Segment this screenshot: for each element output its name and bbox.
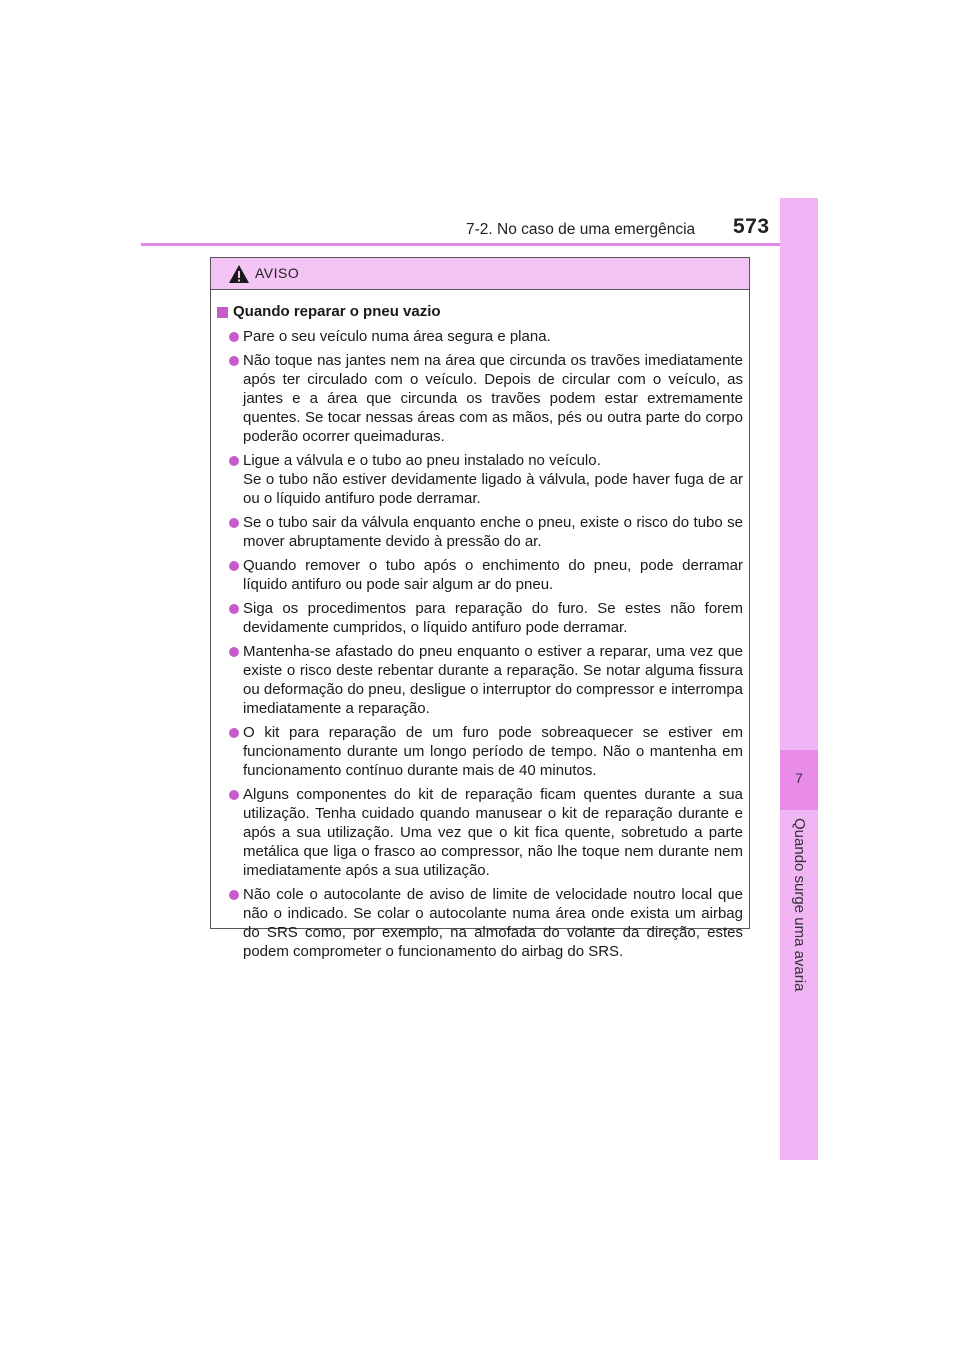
round-bullet-icon <box>229 561 239 571</box>
warning-header <box>211 258 749 290</box>
section-title: 7-2. No caso de uma emergência <box>466 221 696 238</box>
warning-content <box>211 290 749 961</box>
list-item: Alguns componentes do kit de reparação ficam quentes durante a sua utilização. Tenha cuidado quando manusear o kit de reparação durante e após a sua utilização. Uma vez que o kit fica quente, sobretudo a parte metálica que liga o frasco ao compressor, não lhe toque nem durante nem imediatamente após a sua utilização. <box>217 785 743 880</box>
list-item: Quando remover o tubo após o enchimento do pneu, pode derramar líquido antifuro ou pode sair algum ar do pneu. <box>217 556 743 594</box>
list-item: Ligue a válvula e o tubo ao pneu instalado no veículo. Se o tubo não estiver devidamente ligado à válvula, pode haver fuga de ar ou o líquido antifuro pode derramar. <box>217 451 743 508</box>
round-bullet-icon <box>229 790 239 800</box>
round-bullet-icon <box>229 456 239 466</box>
round-bullet-icon <box>229 518 239 528</box>
round-bullet-icon <box>229 647 239 657</box>
list-item: O kit para reparação de um furo pode sobreaquecer se estiver em funcionamento durante um longo período de tempo. Não o mantenha em funcionamento contínuo durante mais de 40 minutos. <box>217 723 743 780</box>
warning-box <box>210 257 750 960</box>
warning-triangle-icon <box>228 264 250 284</box>
square-bullet-icon <box>217 307 228 318</box>
list-item: Se o tubo sair da válvula enquanto enche o pneu, existe o risco do tubo se mover abruptamente devido à pressão do ar. <box>217 513 743 551</box>
header-rule <box>141 243 818 246</box>
list-item: Mantenha-se afastado do pneu enquanto o estiver a reparar, uma vez que existe o risco deste rebentar durante a reparação. Se notar alguma fissura ou deformação do pneu, desligue o interruptor do compressor e interrompa imediatamente a reparação. <box>217 642 743 718</box>
page-number: 573 <box>733 215 770 238</box>
round-bullet-icon <box>229 604 239 614</box>
round-bullet-icon <box>229 890 239 900</box>
warning-list <box>217 327 743 961</box>
warning-label: AVISO <box>255 265 300 281</box>
chapter-side-tab[interactable] <box>780 198 818 1160</box>
list-item: Não cole o autocolante de aviso de limite de velocidade noutro local que não o indicado. Se colar o autocolante numa área onde exista um airbag do SRS como, por exemplo, na almofada do volante da direção, estes podem comprometer o funcionamento do airbag do SRS. <box>217 885 743 961</box>
warning-section-title <box>217 302 743 322</box>
round-bullet-icon <box>229 356 239 366</box>
list-item: Siga os procedimentos para reparação do furo. Se estes não forem devidamente cumpridos, o líquido antifuro pode derramar. <box>217 599 743 637</box>
list-item: Pare o seu veículo numa área segura e plana. <box>217 327 743 346</box>
chapter-title-text: Quando surge uma avaria <box>791 818 808 992</box>
chapter-title <box>782 818 808 992</box>
list-item: Não toque nas jantes nem na área que circunda os travões imediatamente após ter circulado com o veículo. Depois de circular com o veículo, as jantes e a área que circunda os travões podem estar extremamente quentes. Se tocar nessas áreas com as mãos, pés ou outra parte do corpo poderão ocorrer queimaduras. <box>217 351 743 446</box>
chapter-number: 7 <box>795 770 803 786</box>
round-bullet-icon <box>229 728 239 738</box>
warning-section-title-text: Quando reparar o pneu vazio <box>233 303 441 320</box>
round-bullet-icon <box>229 332 239 342</box>
